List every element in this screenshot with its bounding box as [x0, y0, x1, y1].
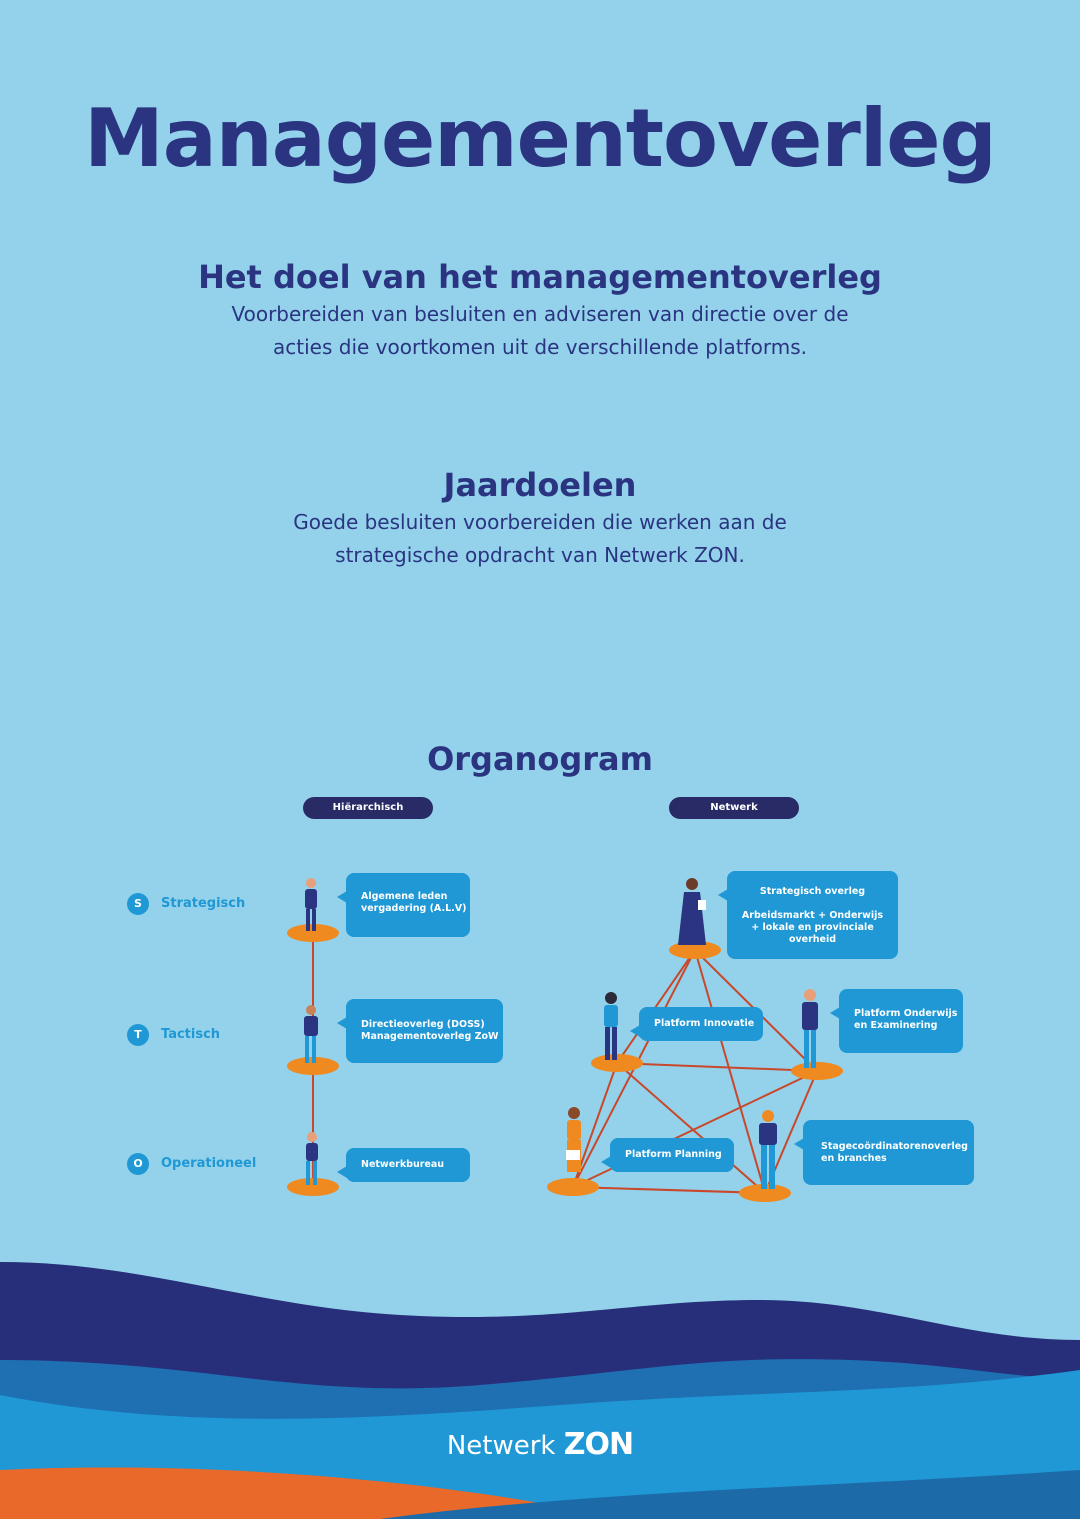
bubble-platform-onderwijs [839, 989, 963, 1053]
bubble-alv [346, 873, 470, 937]
bubble-strategic-line-2: + lokale en provinciale [751, 922, 874, 933]
bubble-netwerkbureau [346, 1148, 470, 1182]
tab-network[interactable]: Netwerk [669, 797, 799, 819]
goal-heading: Het doel van het managementoverleg [198, 258, 882, 296]
bubble-planning-label: Platform Planning [625, 1149, 722, 1160]
bubble-platform-planning [610, 1138, 734, 1172]
bubble-strategic-overleg [727, 871, 898, 959]
bubble-innovation-label: Platform Innovatie [654, 1018, 755, 1029]
bubble-internship-line-2: en branches [821, 1153, 887, 1164]
person-icon-planning [566, 1107, 581, 1172]
bubble-netwerkbureau-line-1: Netwerkbureau [361, 1159, 445, 1170]
bubble-doss-line-1: Directieoverleg (DOSS) [361, 1019, 485, 1030]
bubble-strategic-line-3: overheid [788, 934, 837, 945]
level-badge-strategic: S [127, 893, 149, 915]
bubble-alv-line-1: Algemene leden [361, 891, 448, 902]
person-icon-education [802, 989, 818, 1068]
bubble-doss [346, 999, 503, 1063]
person-icon-doss [304, 1005, 318, 1063]
logo-bold: ZON [563, 1427, 634, 1462]
level-label-operational: Operationeel [161, 1156, 257, 1171]
goal-line-1: Voorbereiden van besluiten en adviseren van directie over de [231, 302, 849, 326]
year-goals-line-2: strategische opdracht van Netwerk ZON. [335, 543, 745, 567]
person-icon-innovation [604, 992, 618, 1060]
netwerk-zon-logo [0, 1427, 1080, 1462]
person-icon-internship [759, 1110, 777, 1189]
logo-text: Netwerk [446, 1431, 556, 1461]
tab-hierarchical[interactable]: Hiërarchisch [303, 797, 433, 819]
goal-line-2: acties die voortkomen uit de verschillende platforms. [273, 335, 807, 359]
bubble-education-line-2: en Examinering [854, 1020, 938, 1031]
bubble-alv-line-2: vergadering (A.L.V) [361, 903, 467, 914]
bubble-stagecoordinatoren [803, 1120, 974, 1185]
bubble-strategic-line-1: Arbeidsmarkt + Onderwijs [741, 910, 884, 921]
person-icon-strategic [678, 878, 706, 945]
bubble-doss-line-2: Managementoverleg ZoW [361, 1031, 499, 1042]
bubble-education-line-1: Platform Onderwijs [854, 1008, 958, 1019]
year-goals-line-1: Goede besluiten voorbereiden die werken aan de [293, 510, 787, 534]
level-label-tactical: Tactisch [161, 1027, 221, 1042]
page-title: Managementoverleg [84, 92, 996, 185]
year-goals-heading: Jaardoelen [443, 466, 637, 504]
level-badge-operational: O [127, 1153, 149, 1175]
bubble-internship-line-1: Stagecoördinatorenoverleg [821, 1141, 968, 1152]
bubble-platform-innovatie [639, 1007, 763, 1041]
organogram-heading: Organogram [427, 740, 653, 778]
level-label-strategic: Strategisch [161, 896, 246, 911]
bubble-strategic-title: Strategisch overleg [759, 886, 866, 897]
level-badge-tactical: T [127, 1024, 149, 1046]
person-icon-alv [305, 878, 317, 931]
